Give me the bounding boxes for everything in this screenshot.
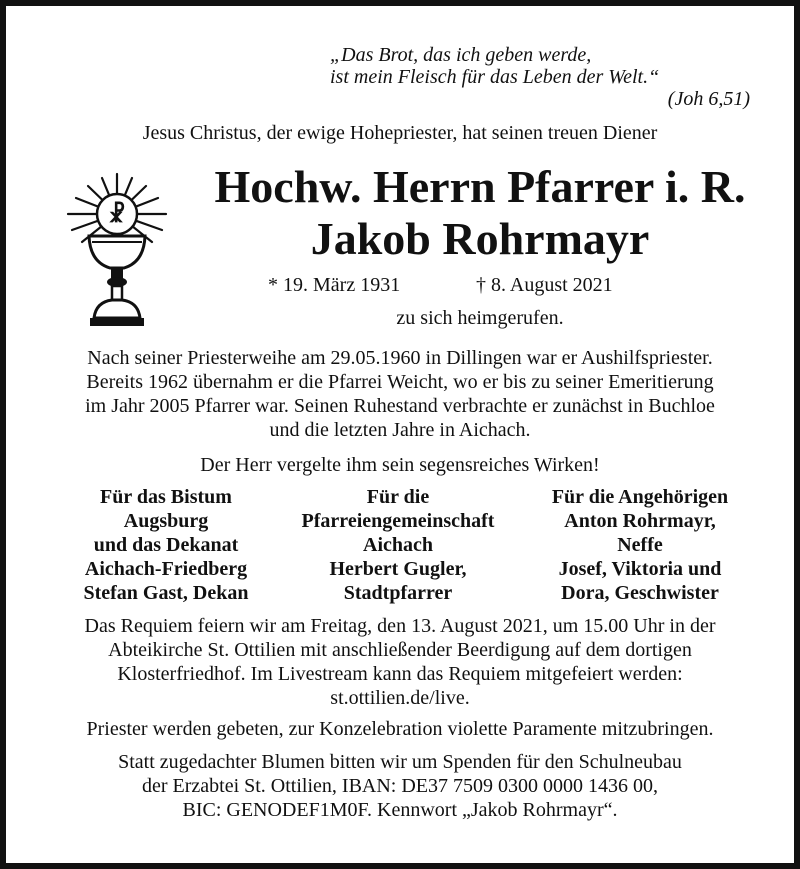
donation-line: BIC: GENODEF1M0F. Kennwort „Jakob Rohrmayr“. bbox=[182, 799, 618, 821]
quote-line: „Das Brot, das ich geben werde, bbox=[330, 44, 592, 66]
signatory-relatives bbox=[520, 485, 760, 605]
signatory-line: Herbert Gugler, bbox=[329, 558, 467, 580]
signatory-line: Josef, Viktoria und bbox=[558, 558, 722, 580]
signatory-line: Für die Angehörigen bbox=[551, 486, 729, 508]
quote-line: ist mein Fleisch für das Leben der Welt.“ bbox=[330, 66, 660, 88]
deceased-title: Hochw. Herrn Pfarrer i. R. bbox=[214, 161, 746, 212]
signatory-line: Stefan Gast, Dekan bbox=[83, 582, 249, 604]
donation-line: Statt zugedachter Blumen bitten wir um Spenden für den Schulneubau bbox=[118, 751, 682, 773]
signatory-line: Dora, Geschwister bbox=[561, 582, 719, 604]
signatory-diocese bbox=[46, 485, 286, 605]
deceased-name: Jakob Rohrmayr bbox=[310, 213, 650, 264]
donation-paragraph bbox=[50, 750, 750, 822]
signatory-line: Augsburg bbox=[123, 510, 209, 532]
priests-note: Priester werden gebeten, zur Konzelebration violette Paramente mitzubringen. bbox=[86, 718, 714, 740]
bible-quote bbox=[330, 44, 750, 110]
signatory-line: und das Dekanat bbox=[93, 534, 239, 556]
signatory-line: Pfarreiengemeinschaft bbox=[301, 510, 495, 532]
biography-line: im Jahr 2005 Pfarrer war. Seinen Ruhestand verbrachte er zunächst in Buchloe bbox=[85, 395, 715, 417]
blessing-text: Der Herr vergelte ihm sein segensreiches Wirken! bbox=[200, 454, 600, 476]
svg-text:☧: ☧ bbox=[108, 202, 126, 228]
intro-text: Jesus Christus, der ewige Hohepriester, hat seinen treuen Diener bbox=[142, 122, 658, 144]
signatory-line: Für das Bistum bbox=[100, 486, 232, 508]
signatory-parish bbox=[278, 485, 518, 605]
birth-date: * 19. März 1931 bbox=[268, 274, 401, 296]
requiem-line: Abteikirche St. Ottilien mit anschließender Beerdigung auf dem dortigen bbox=[108, 639, 692, 661]
biography-line: Bereits 1962 übernahm er die Pfarrei Weicht, wo er bis zu seiner Emeritierung bbox=[86, 371, 714, 393]
biography-paragraph bbox=[50, 346, 750, 442]
signatory-line: Stadtpfarrer bbox=[343, 582, 453, 604]
death-date: † 8. August 2021 bbox=[476, 274, 613, 296]
signatory-line: Für die bbox=[366, 486, 430, 508]
signatory-line: Neffe bbox=[617, 534, 663, 556]
donation-line: der Erzabtei St. Ottilien, IBAN: DE37 7509 0300 0000 1436 00, bbox=[141, 775, 659, 797]
biography-line: und die letzten Jahre in Aichach. bbox=[269, 419, 531, 441]
quote-reference: (Joh 6,51) bbox=[667, 88, 750, 110]
requiem-line: Klosterfriedhof. Im Livestream kann das Requiem mitgefeiert werden: bbox=[117, 663, 683, 685]
signatory-line: Aichach bbox=[363, 534, 433, 556]
chalice-with-host-icon bbox=[62, 170, 172, 330]
biography-line: Nach seiner Priesterweihe am 29.05.1960 in Dillingen war er Aushilfspriester. bbox=[87, 347, 713, 369]
requiem-paragraph bbox=[50, 614, 750, 710]
requiem-line: Das Requiem feiern wir am Freitag, den 13. August 2021, um 15.00 Uhr in der bbox=[84, 615, 716, 637]
requiem-link: st.ottilien.de/live. bbox=[330, 687, 470, 709]
signatory-line: Anton Rohrmayr, bbox=[564, 510, 716, 532]
signatory-line: Aichach-Friedberg bbox=[84, 558, 248, 580]
called-home-text: zu sich heimgerufen. bbox=[396, 307, 564, 329]
